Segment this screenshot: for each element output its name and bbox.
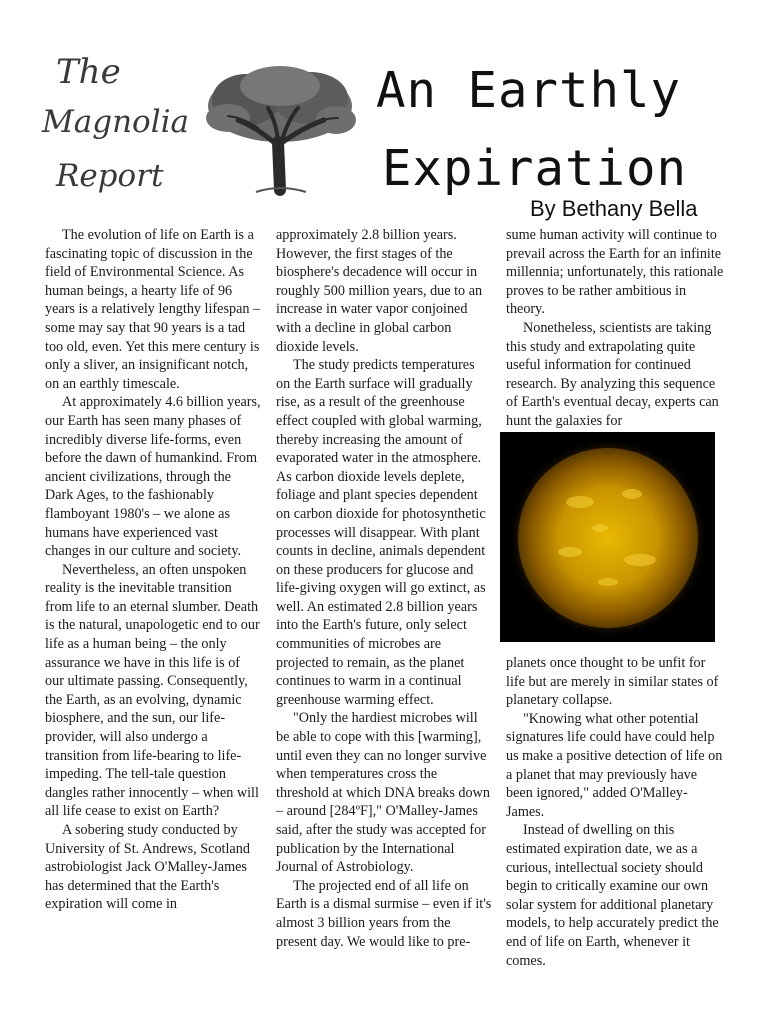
paragraph: Nevertheless, an often unspoken reality is the inevitable transition from life to an eternal slumber. Death is the natural, unapologetic end to our life as a human being – the only assurance we have in this life is of our ultimate passing. Consequently, the Earth, as an evolving, dynamic biosphere, and the sun, our life-provider, will also undergo a transition from life-bearing to life-impeding. The tell-tale question dangles rather innocently – when will all life cease to exist on Earth? xyxy=(45,561,260,820)
paragraph: The study predicts temperatures on the Earth surface will gradually rise, as a result of the greenhouse effect coupled with global warming, thereby increasing the amount of evaporated water in the atmosphere. As carbon dioxide levels deplete, foliage and plant species dependent on carbon dioxide for photosynthetic processes will disappear. With plant counts in decline, animals dependent on these producers for glucose and life-giving oxygen will go extinct, as well. An estimated 2.8 billion years into the Earth's future, only select communities of microbes are projected to remain, as the planet continues to warm in a continual greenhouse warming effect. xyxy=(276,357,486,708)
paragraph: planets once thought to be unfit for life but are merely in similar states of planetary collapse. xyxy=(506,655,719,709)
column-3-top xyxy=(506,226,724,431)
paragraph: Instead of dwelling on this estimated expiration date, we as a curious, intellectual society should begin to critically examine our own solar system for additional planetary models, to help accurately predict the end of life on Earth, whenever it comes. xyxy=(506,822,719,969)
column-2 xyxy=(276,226,492,951)
paragraph: The evolution of life on Earth is a fascinating topic of discussion in the field of Environmental Science. As human beings, a hearty life of 96 years is a relatively lengthy lifespan – some may say that 90 years is a tad too old, even. Yet this mere century is only a sliver, an insignificant notch, on an earthly timescale. xyxy=(45,227,261,392)
title-line-2: Expiration xyxy=(382,140,688,197)
article-title xyxy=(370,52,710,208)
sun-photo xyxy=(500,432,715,642)
paragraph: "Only the hardiest microbes will be able to cope with this [warming], until even they can no longer survive when temperatures cross the threshold at which DNA breaks down – around [284ºF]," O'Malley-James said, after the study was accepted for publication by the International Journal of Astrobiology. xyxy=(276,710,490,876)
paragraph: The projected end of all life on Earth is a dismal surmise – even if it's almost 3 billion years from the present day. We would like to pre- xyxy=(276,877,492,950)
paragraph: Nonetheless, scientists are taking this study and extrapolating quite useful information for continued research. By analyzing this sequence of Earth's eventual decay, experts can hunt the galaxies for xyxy=(506,319,719,429)
tree-illustration xyxy=(198,62,362,196)
masthead xyxy=(40,50,200,200)
paragraph: approximately 2.8 billion years. However, the first stages of the biosphere's decadence will occur in roughly 500 million years, due to an increase in water vapor conjoined with a decline in global carbon dioxide levels. xyxy=(276,227,483,355)
masthead-line-3: Report xyxy=(56,158,164,194)
byline: By Bethany Bella xyxy=(530,196,698,221)
masthead-line-2: Magnolia xyxy=(42,104,190,140)
paragraph: A sobering study conducted by University of St. Andrews, Scotland astrobiologist Jack O'Malley-James has determined that the Earth's expiration will come in xyxy=(45,822,250,913)
title-line-1: An Earthly xyxy=(376,62,682,119)
paragraph: At approximately 4.6 billion years, our Earth has seen many phases of incredibly diverse life-forms, even before the dawn of humankind. From ancient civilizations, through the Dark Ages, to the fashionably flamboyant 1980's – we alone as humans have experienced vast changes in our culture and society. xyxy=(45,394,261,560)
masthead-line-1: The xyxy=(56,52,121,92)
column-1 xyxy=(45,226,262,914)
paragraph: sume human activity will continue to prevail across the Earth for an infinite millennia; unfortunately, this rationale proves to be rather ambitious in theory. xyxy=(506,227,724,318)
paragraph: "Knowing what other potential signatures life could have could help us make a positive detection of life on a planet that may previously have been ignored," added O'Malley-James. xyxy=(506,710,723,820)
column-3-bottom xyxy=(506,654,724,970)
